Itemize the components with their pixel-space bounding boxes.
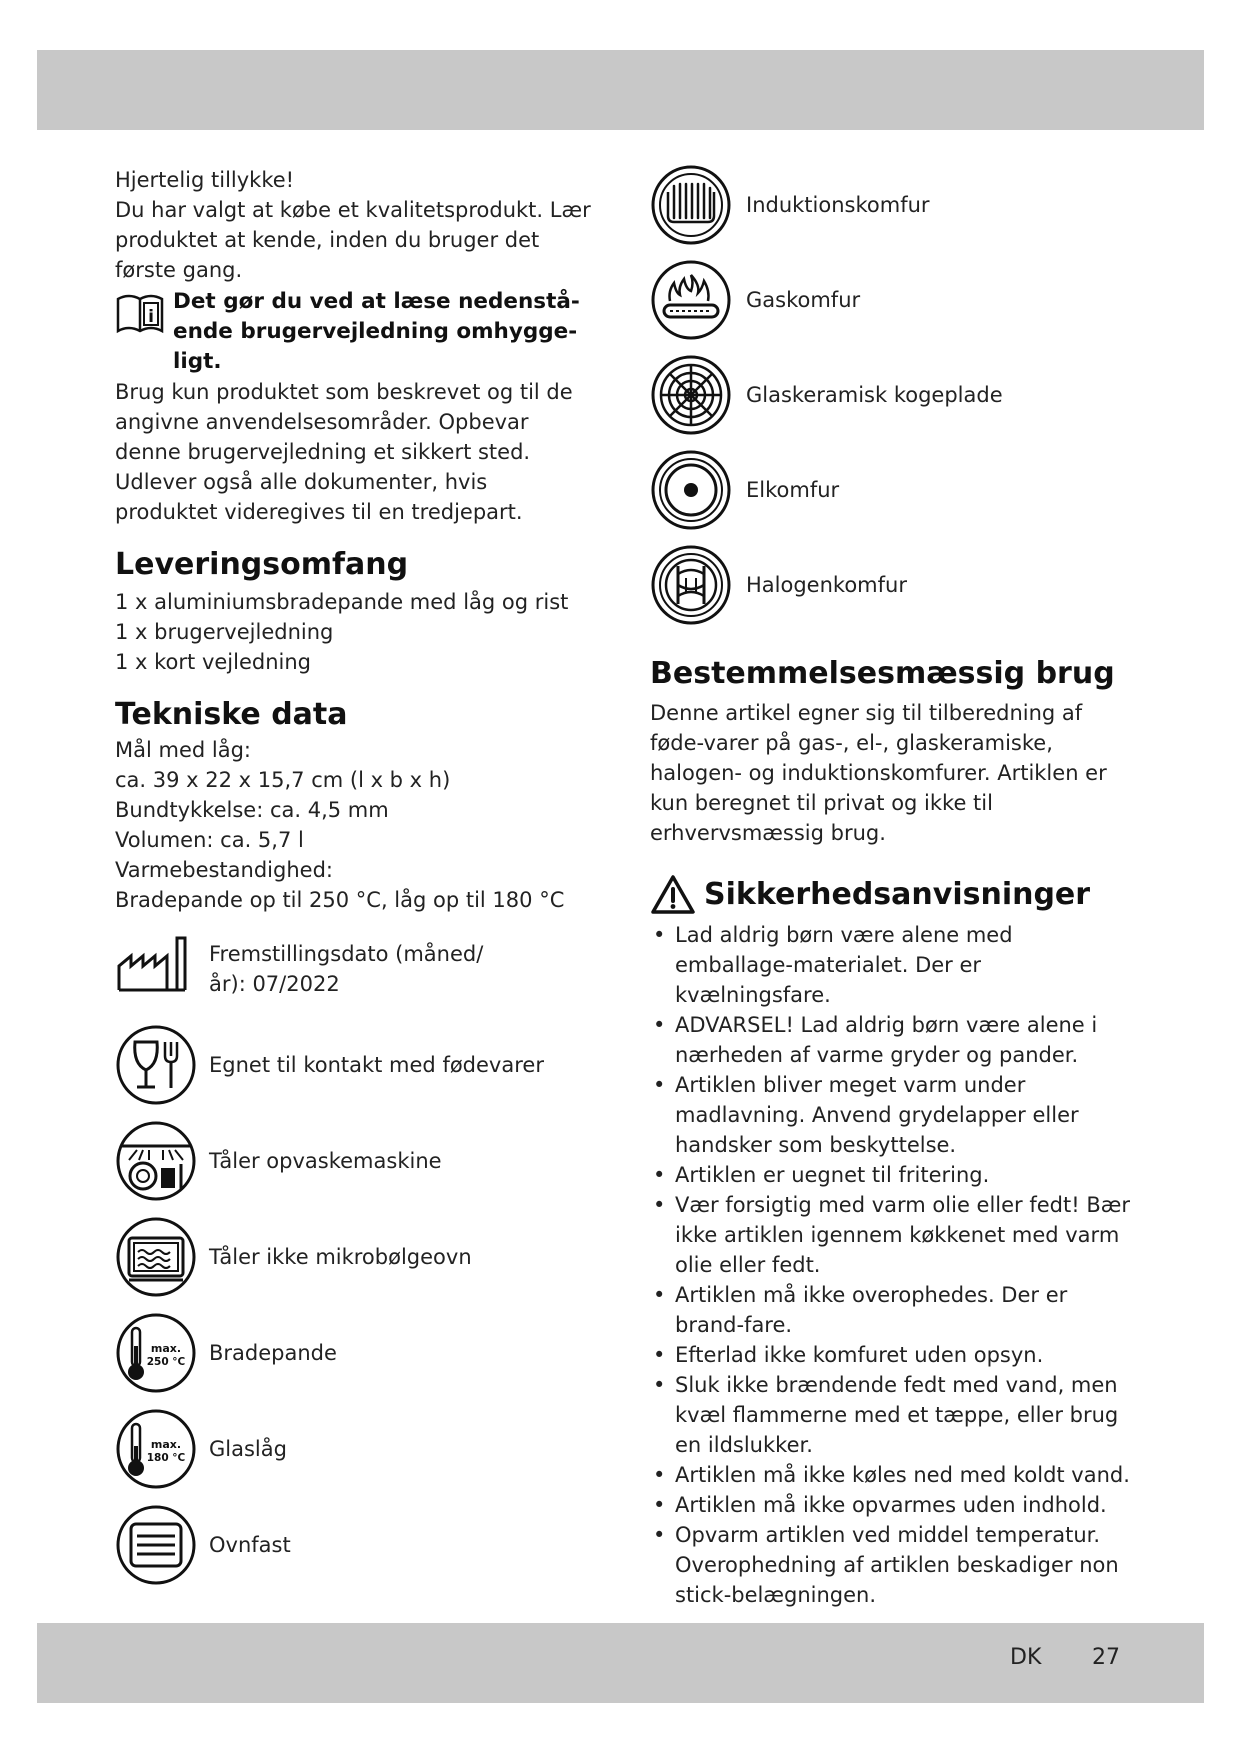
intended-title: Bestemmelsesmæssig brug [650, 656, 1115, 691]
safety-item: • ADVARSEL! Lad aldrig børn være alene i nærheden af varme gryder og pander. [650, 1010, 1130, 1070]
symbol-lid [115, 1401, 595, 1497]
pan-max-label: max. [150, 1342, 182, 1355]
gas-flame-icon [650, 259, 732, 341]
electric-label: Elkomfur [746, 477, 840, 502]
lid-temp-label: 180 °C [146, 1452, 186, 1464]
tech-title: Tekniske data [115, 697, 348, 732]
intro-text: Du har valgt at købe et kvalitetsprodukt. Lær produktet at kende, inden du bruger det første gang. [115, 198, 591, 282]
cooktop-gas [650, 252, 1130, 347]
oven-label: Ovnfast [209, 1533, 291, 1557]
lid-max-label: max. [150, 1438, 182, 1451]
safety-item: • Opvarm artiklen ved middel temperatur. Overophedning af artiklen beskadiger non stick-belægningen. [650, 1520, 1130, 1610]
cooktop-electric [650, 442, 1130, 537]
lid-label: Glaslåg [209, 1437, 287, 1461]
induction-label: Induktionskomfur [746, 192, 930, 217]
safety-item: • Artiklen må ikke opvarmes uden indhold. [650, 1490, 1130, 1520]
manufacture-label: Fremstillingsdato (måned/år): 07/2022 [209, 942, 484, 996]
manual-info-icon [115, 291, 165, 335]
safety-item: • Efterlad ikke komfuret uden opsyn. [650, 1340, 1130, 1370]
safety-item: • Lad aldrig børn være alene med emballage-materialet. Der er kvælningsfare. [650, 920, 1130, 1010]
dims-label: Mål med låg: [115, 738, 251, 762]
read-manual-notice [115, 287, 595, 377]
safety-item: • Artiklen bliver meget varm under madlavning. Anvend grydelapper eller handsker som beskyttelse. [650, 1070, 1130, 1160]
safety-item: • Artiklen må ikke køles ned med koldt vand. [650, 1460, 1130, 1490]
right-column [650, 165, 1130, 1610]
greeting: Hjertelig tillykke! [115, 168, 295, 192]
footer-language: DK [1010, 1645, 1042, 1670]
safety-item: • Sluk ikke brændende fedt med vand, men kvæl flammerne med et tæppe, eller brug en ildslukker. [650, 1370, 1130, 1460]
thermometer-lid-icon [115, 1408, 197, 1490]
electric-hob-icon [650, 449, 732, 531]
symbol-manufacture [115, 921, 595, 1017]
safety-header [650, 874, 1130, 916]
thermometer-pan-icon [115, 1312, 197, 1394]
dishwasher-icon [115, 1120, 197, 1202]
dims-value: ca. 39 x 22 x 15,7 cm (l x b x h) [115, 768, 451, 792]
usage-text: Brug kun produktet som beskrevet og til de angivne anvendelsesområder. Opbevar denne brugervejledning et sikkert sted. Udlever også alle dokumenter, hvis produktet videregives til en tredjepart. [115, 380, 573, 524]
cooktop-halogen [650, 537, 1130, 632]
safety-list [650, 920, 1130, 1610]
symbol-oven [115, 1497, 595, 1593]
symbol-pan [115, 1305, 595, 1401]
symbol-dishwasher [115, 1113, 595, 1209]
heat-value: Bradepande op til 250 °C, låg op til 180 °C [115, 888, 565, 912]
oven-icon [115, 1504, 197, 1586]
symbol-microwave [115, 1209, 595, 1305]
safety-title: Sikkerhedsanvisninger [704, 877, 1091, 912]
heat-label: Varmebestandighed: [115, 858, 333, 882]
symbol-food [115, 1017, 595, 1113]
glass-fork-icon [115, 1024, 197, 1106]
delivery-item: 1 x aluminiumsbradepande med låg og rist [115, 590, 569, 614]
warning-text: Det gør du ved at læse nedenstå-ende brugervejledning omhygge-ligt. [173, 289, 580, 374]
induction-icon [650, 164, 732, 246]
ceramic-label: Glaskeramisk kogeplade [746, 382, 1003, 407]
warning-triangle-icon [650, 874, 696, 916]
left-column [115, 165, 595, 1593]
food-label: Egnet til kontakt med fødevarer [209, 1053, 544, 1077]
pan-temp-label: 250 °C [146, 1356, 186, 1368]
page-number: 27 [1092, 1645, 1120, 1670]
cooktop-induction [650, 157, 1130, 252]
halogen-hob-icon [650, 544, 732, 626]
cooktop-ceramic [650, 347, 1130, 442]
intended-text: Denne artikel egner sig til tilberedning af føde-varer på gas-, el-, glaskeramiske, halogen- og induktionskomfurer. Artiklen er kun beregnet til privat og ikke til erhvervsmæssig brug. [650, 701, 1107, 845]
factory-icon [115, 928, 197, 1010]
thickness: Bundtykkelse: ca. 4,5 mm [115, 798, 389, 822]
gas-label: Gaskomfur [746, 287, 861, 312]
microwave-label: Tåler ikke mikrobølgeovn [209, 1245, 472, 1269]
delivery-item: 1 x kort vejledning [115, 650, 311, 674]
pan-label: Bradepande [209, 1341, 337, 1365]
halogen-label: Halogenkomfur [746, 572, 907, 597]
delivery-title: Leveringsomfang [115, 547, 409, 582]
microwave-icon [115, 1216, 197, 1298]
safety-item: • Artiklen er uegnet til fritering. [650, 1160, 1130, 1190]
ceramic-hob-icon [650, 354, 732, 436]
delivery-item: 1 x brugervejledning [115, 620, 334, 644]
svg-text:i: i [148, 307, 154, 327]
dishwasher-label: Tåler opvaskemaskine [209, 1149, 442, 1173]
safety-item: • Artiklen må ikke overophedes. Der er brand-fare. [650, 1280, 1130, 1340]
volume: Volumen: ca. 5,7 l [115, 828, 304, 852]
safety-item: • Vær forsigtig med varm olie eller fedt! Bær ikke artiklen igennem køkkenet med varm olie eller fedt. [650, 1190, 1130, 1280]
header-band [37, 50, 1204, 130]
